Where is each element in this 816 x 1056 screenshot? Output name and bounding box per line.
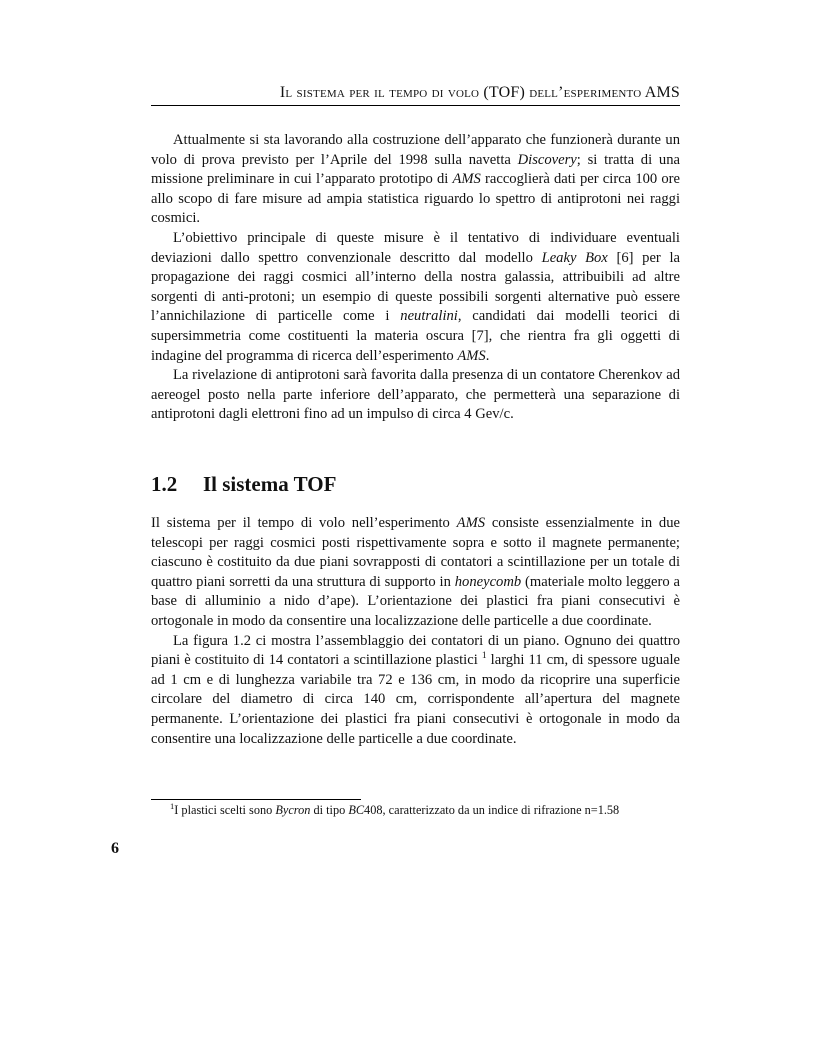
section-number: 1.2 bbox=[151, 472, 178, 496]
honeycomb-term: honeycomb bbox=[454, 573, 522, 590]
experiment-name: AMS bbox=[452, 171, 481, 188]
experiment-name: AMS bbox=[456, 515, 486, 531]
scintillator-type: BC bbox=[348, 803, 365, 817]
paragraph: La figura 1.2 ci mostra l’assemblaggio dei contatori di un piano. Ognuno dei quattro piani è costituito di 14 contatori a scintillazione plastici $^1$ larghi 11 cm, di spessore uguale ad 1 cm e di lunghezza variabile tra 72 e 136 cm, in modo da ricoprire una superficie circolare del diametro di circa 140 cm, corrispondente all’apertura del magnete permanente. L’orientazione dei plastici fra piani consecutivi è ortogonale in modo da consentire una localizzazione delle particelle a due coordinate. bbox=[151, 632, 681, 747]
section-text bbox=[151, 514, 680, 749]
model-name: Leaky Box bbox=[541, 249, 608, 266]
footnote-mark: 1 bbox=[170, 800, 175, 811]
running-head bbox=[151, 84, 680, 106]
paragraph: La rivelazione di antiprotoni sarà favorita dalla presenza di un contatore Cherenkov ad aereogel posto nella parte inferiore dell’apparato, che permetterà una separazione di antiprotoni dagli elettroni fino ad un impulso di circa 4 Gev/c. bbox=[151, 367, 680, 423]
footnote-rule bbox=[151, 799, 361, 800]
experiment-name: AMS bbox=[457, 347, 486, 364]
paragraph: L’obiettivo principale di queste misure è il tentativo di individuare eventuali deviazioni dallo spettro convenzionale descritto dal modello Leaky Box [6] per la propagazione dei raggi cosmici all’interno della nostra galassia, attribuibili ad altre sorgenti di anti-protoni; un esempio di queste possibili sorgenti alternative può essere l’annichilazione di particelle come i neutralini, candidati dai modelli teorici di supersimmetria come costituenti la materia oscura [7], che rientra fra gli oggetti di indagine del programma di ricerca dell’esperimento AMS. bbox=[151, 229, 681, 364]
paragraph: Attualmente si sta lavorando alla costruzione dell’apparato che funzionerà durante un volo di prova previsto per l’Aprile del 1998 sulla navetta Discovery; si tratta di una missione preliminare in cui l’apparato prototipo di AMS raccoglierà dati per circa 100 ore allo scopo di fare misure ad ampia statistica riguardo lo spettro di antiprotoni nei raggi cosmici. bbox=[151, 132, 680, 227]
section-heading bbox=[151, 472, 336, 497]
section-title: Il sistema TOF bbox=[203, 472, 337, 496]
paragraph: Il sistema per il tempo di volo nell’esperimento AMS consiste essenzialmente in due telescopi per raggi cosmici posti rispettivamente sopra e sotto il magnete permanente; ciascuno è costituito da due piani sovrapposti di contatori a scintillazione per un totale di quattro piani sorretti da una struttura di supporto in honeycomb (materiale molto leggero a base di alluminio a nido d’ape). L’orientazione dei plastici fra piani consecutivi è ortogonale in modo da consentire una localizzazione delle particelle a due coordinate. bbox=[151, 515, 681, 629]
brand-name: Bycron bbox=[275, 803, 311, 817]
page-number: 6 bbox=[111, 840, 119, 857]
footnote: $^1$I plastici scelti sono Bycron di tipo BC408, caratterizzato da un indice di rifrazione n=1.58 bbox=[170, 800, 620, 817]
intro-text bbox=[151, 131, 680, 425]
shuttle-name: Discovery bbox=[517, 151, 577, 168]
footnote-reference[interactable]: 1 bbox=[481, 651, 487, 662]
neutralini-term: neutralini bbox=[400, 308, 458, 325]
running-head-title: Il sistema per il tempo di volo (TOF) dell’esperimento AMS bbox=[279, 84, 680, 101]
